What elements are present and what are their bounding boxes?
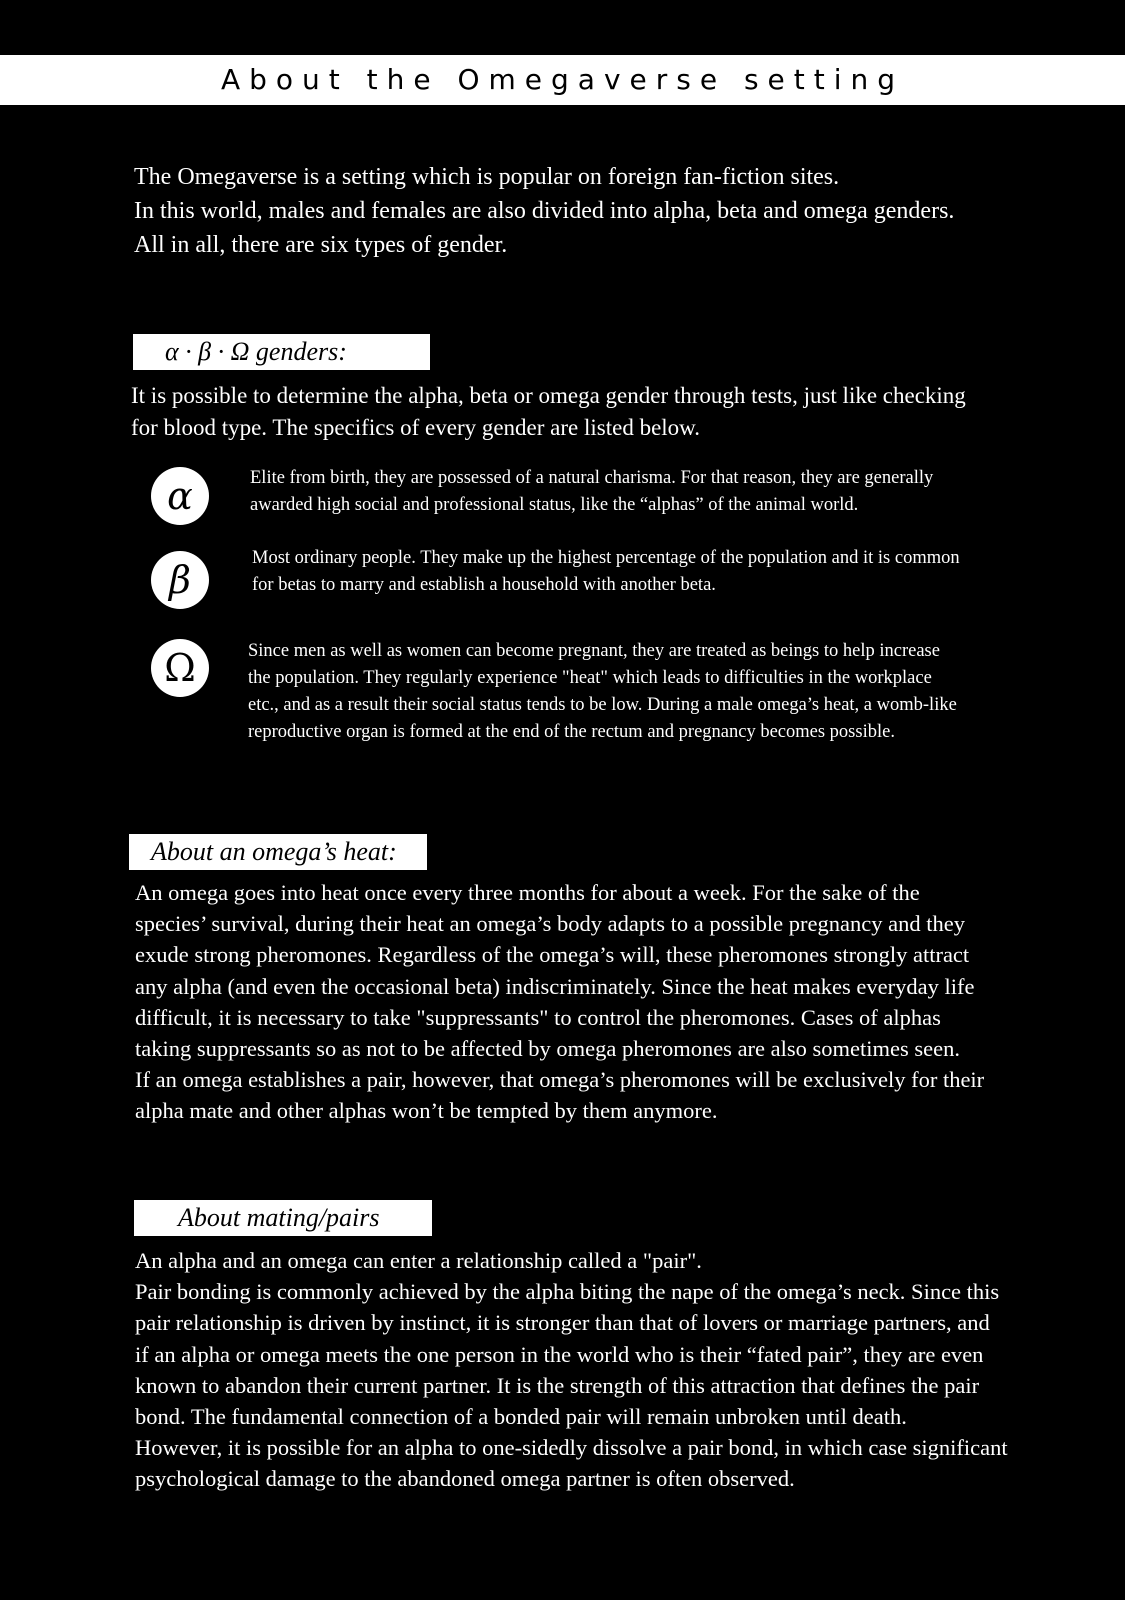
genders-intro-paragraph: It is possible to determine the alpha, beta or omega gender through tests, just like checking for blood type. The specifics of every gender are listed below.: [131, 383, 966, 440]
intro-paragraph: The Omegaverse is a setting which is popular on foreign fan-fiction sites. In this world, males and females are also divided into alpha, beta and omega genders. All in all, there are six types of gender.: [134, 164, 955, 258]
heat-paragraph: An omega goes into heat once every three months for about a week. For the sake of the species’ survival, during their heat an omega’s body adapts to a possible pregnancy and they exude strong pheromones. Regardless of the omega’s will, these pheromones strongly attract any alpha (and even the occasional beta) indiscriminately. Since the heat makes everyday life difficult, it is necessary to take "suppressants" to control the pheromones. Cases of alphas taking suppressants so as not to be affected by omega pheromones are also sometimes seen. If an omega establishes a pair, however, that omega’s pheromones will be exclusively for their alpha mate and other alphas won’t be tempted by them anymore.: [135, 880, 985, 1124]
alpha-symbol-badge: α: [151, 467, 209, 525]
omega-symbol-badge: Ω: [151, 639, 209, 697]
mating-paragraph: An alpha and an omega can enter a relationship called a "pair". Pair bonding is commonly achieved by the alpha biting the nape of the omega’s neck. Since this pair relationship is driven by instinct, it is stronger than that of lovers or marriage partners, and if an alpha or omega meets the one person in the world who is their “fated pair”, they are even known to abandon their current partner. It is the strength of this attraction that defines the pair bond. The fundamental connection of a bonded pair will remain unbroken until death. However, it is possible for an alpha to one-sidedly dissolve a pair bond, in which case significant psychological damage to the abandoned omega partner is often observed.: [135, 1248, 1008, 1492]
page-title: About the Omegaverse setting: [0, 55, 1125, 105]
genders-heading: α · β · Ω genders:: [133, 334, 430, 370]
beta-symbol-badge: β: [151, 551, 209, 609]
mating-heading: About mating/pairs: [134, 1200, 432, 1236]
beta-description: Most ordinary people. They make up the highest percentage of the population and it is common for betas to marry and establish a household with another beta.: [252, 548, 960, 595]
heat-heading: About an omega’s heat:: [129, 834, 427, 870]
omega-description: Since men as well as women can become pregnant, they are treated as beings to help increase the population. They regularly experience "heat" which leads to difficulties in the workplace etc., and as a result their social status tends to be low. During a male omega’s heat, a womb-like reproductive organ is formed at the end of the rectum and pregnancy becomes possible.: [248, 641, 957, 742]
alpha-description: Elite from birth, they are possessed of a natural charisma. For that reason, they are generally awarded high social and professional status, like the “alphas” of the animal world.: [250, 468, 934, 515]
